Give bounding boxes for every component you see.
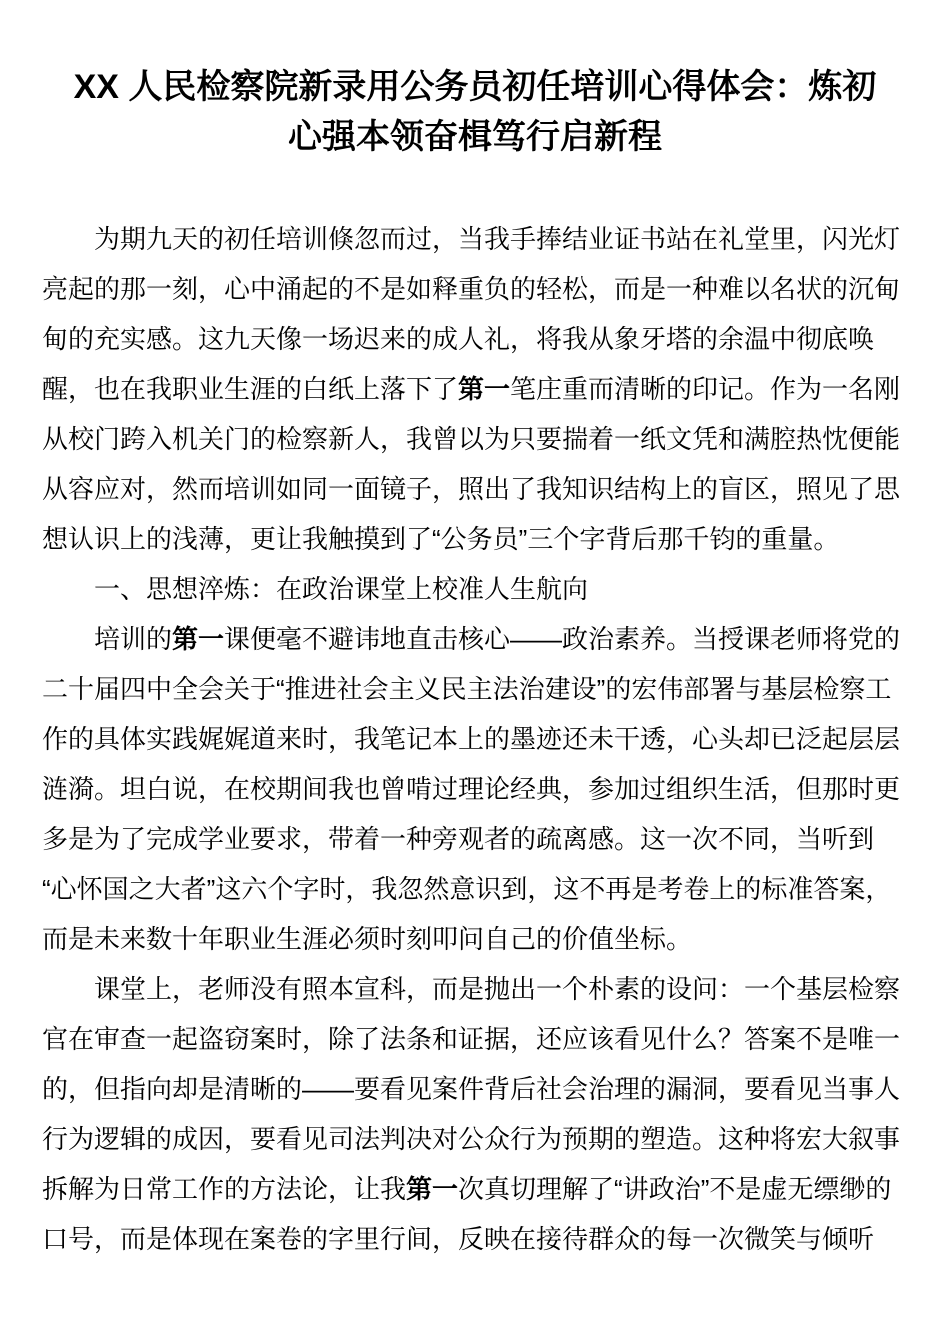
- paragraph-classroom-text-cont: 次真切理解了“讲政治”不是虚无缥缈的口号，而是体现在案卷的字里行间，反映在接待群众的每一次微笑与倾听: [42, 1174, 892, 1254]
- paragraph-intro-text: 为期九天的初任培训倏忽而过，当我手捧结业证书站在礼堂里，闪光灯亮起的那一刻，心中涌起的不是如释重负的轻松，而是一种难以名状的沉甸甸的充实感。这九天像一场迟来的成人礼，将我从象牙塔的余温中彻底唤醒，也在我职业生涯的白纸上落下了: [42, 224, 901, 404]
- section-heading-1: 一、思想淬炼：在政治课堂上校准人生航向: [94, 574, 589, 604]
- paragraph-classroom-question: [42, 964, 908, 1264]
- paragraph-intro: [42, 214, 908, 564]
- paragraph-politics-text-cont: 课便毫不避讳地直击核心——政治素养。当授课老师将党的二十届四中全会关于“推进社会主义民主法治建设”的宏伟部署与基层检察工作的具体实践娓娓道来时，我笔记本上的墨迹还未干透，心头却已泛起层层涟漪。坦白说，在校期间我也曾啃过理论经典，参加过组织生活，但那时更多是为了完成学业要求，带着一种旁观者的疏离感。这一次不同，当听到“心怀国之大者”这六个字时，我忽然意识到，这不再是考卷上的标准答案，而是未来数十年职业生涯必须时刻叩问自己的价值坐标。: [42, 624, 901, 954]
- bold-emphasis-first: 第一: [406, 1174, 459, 1204]
- paragraph-intro-text-cont: 笔庄重而清晰的印记。作为一名刚从校门跨入机关门的检察新人，我曾以为只要揣着一纸文凭和满腔热忱便能从容应对，然而培训如同一面镜子，照出了我知识结构上的盲区，照见了思想认识上的浅薄，更让我触摸到了“公务员”三个字背后那千钧的重量。: [42, 374, 901, 554]
- paragraph-politics-class: [42, 614, 908, 964]
- paragraph-politics-text: 培训的: [94, 624, 173, 654]
- bold-emphasis-first: 第一: [458, 374, 511, 404]
- paragraph-classroom-text: 课堂上，老师没有照本宣科，而是抛出一个朴素的设问：一个基层检察官在审查一起盗窃案时，除了法条和证据，还应该看见什么？答案不是唯一的，但指向却是清晰的——要看见案件背后社会治理的漏洞，要看见当事人行为逻辑的成因，要看见司法判决对公众行为预期的塑造。这种将宏大叙事拆解为日常工作的方法论，让我: [42, 974, 901, 1204]
- bold-emphasis-first: 第一: [172, 624, 225, 654]
- document-title: XX 人民检察院新录用公务员初任培训心得体会：炼初心强本领奋楫笃行启新程: [73, 68, 877, 156]
